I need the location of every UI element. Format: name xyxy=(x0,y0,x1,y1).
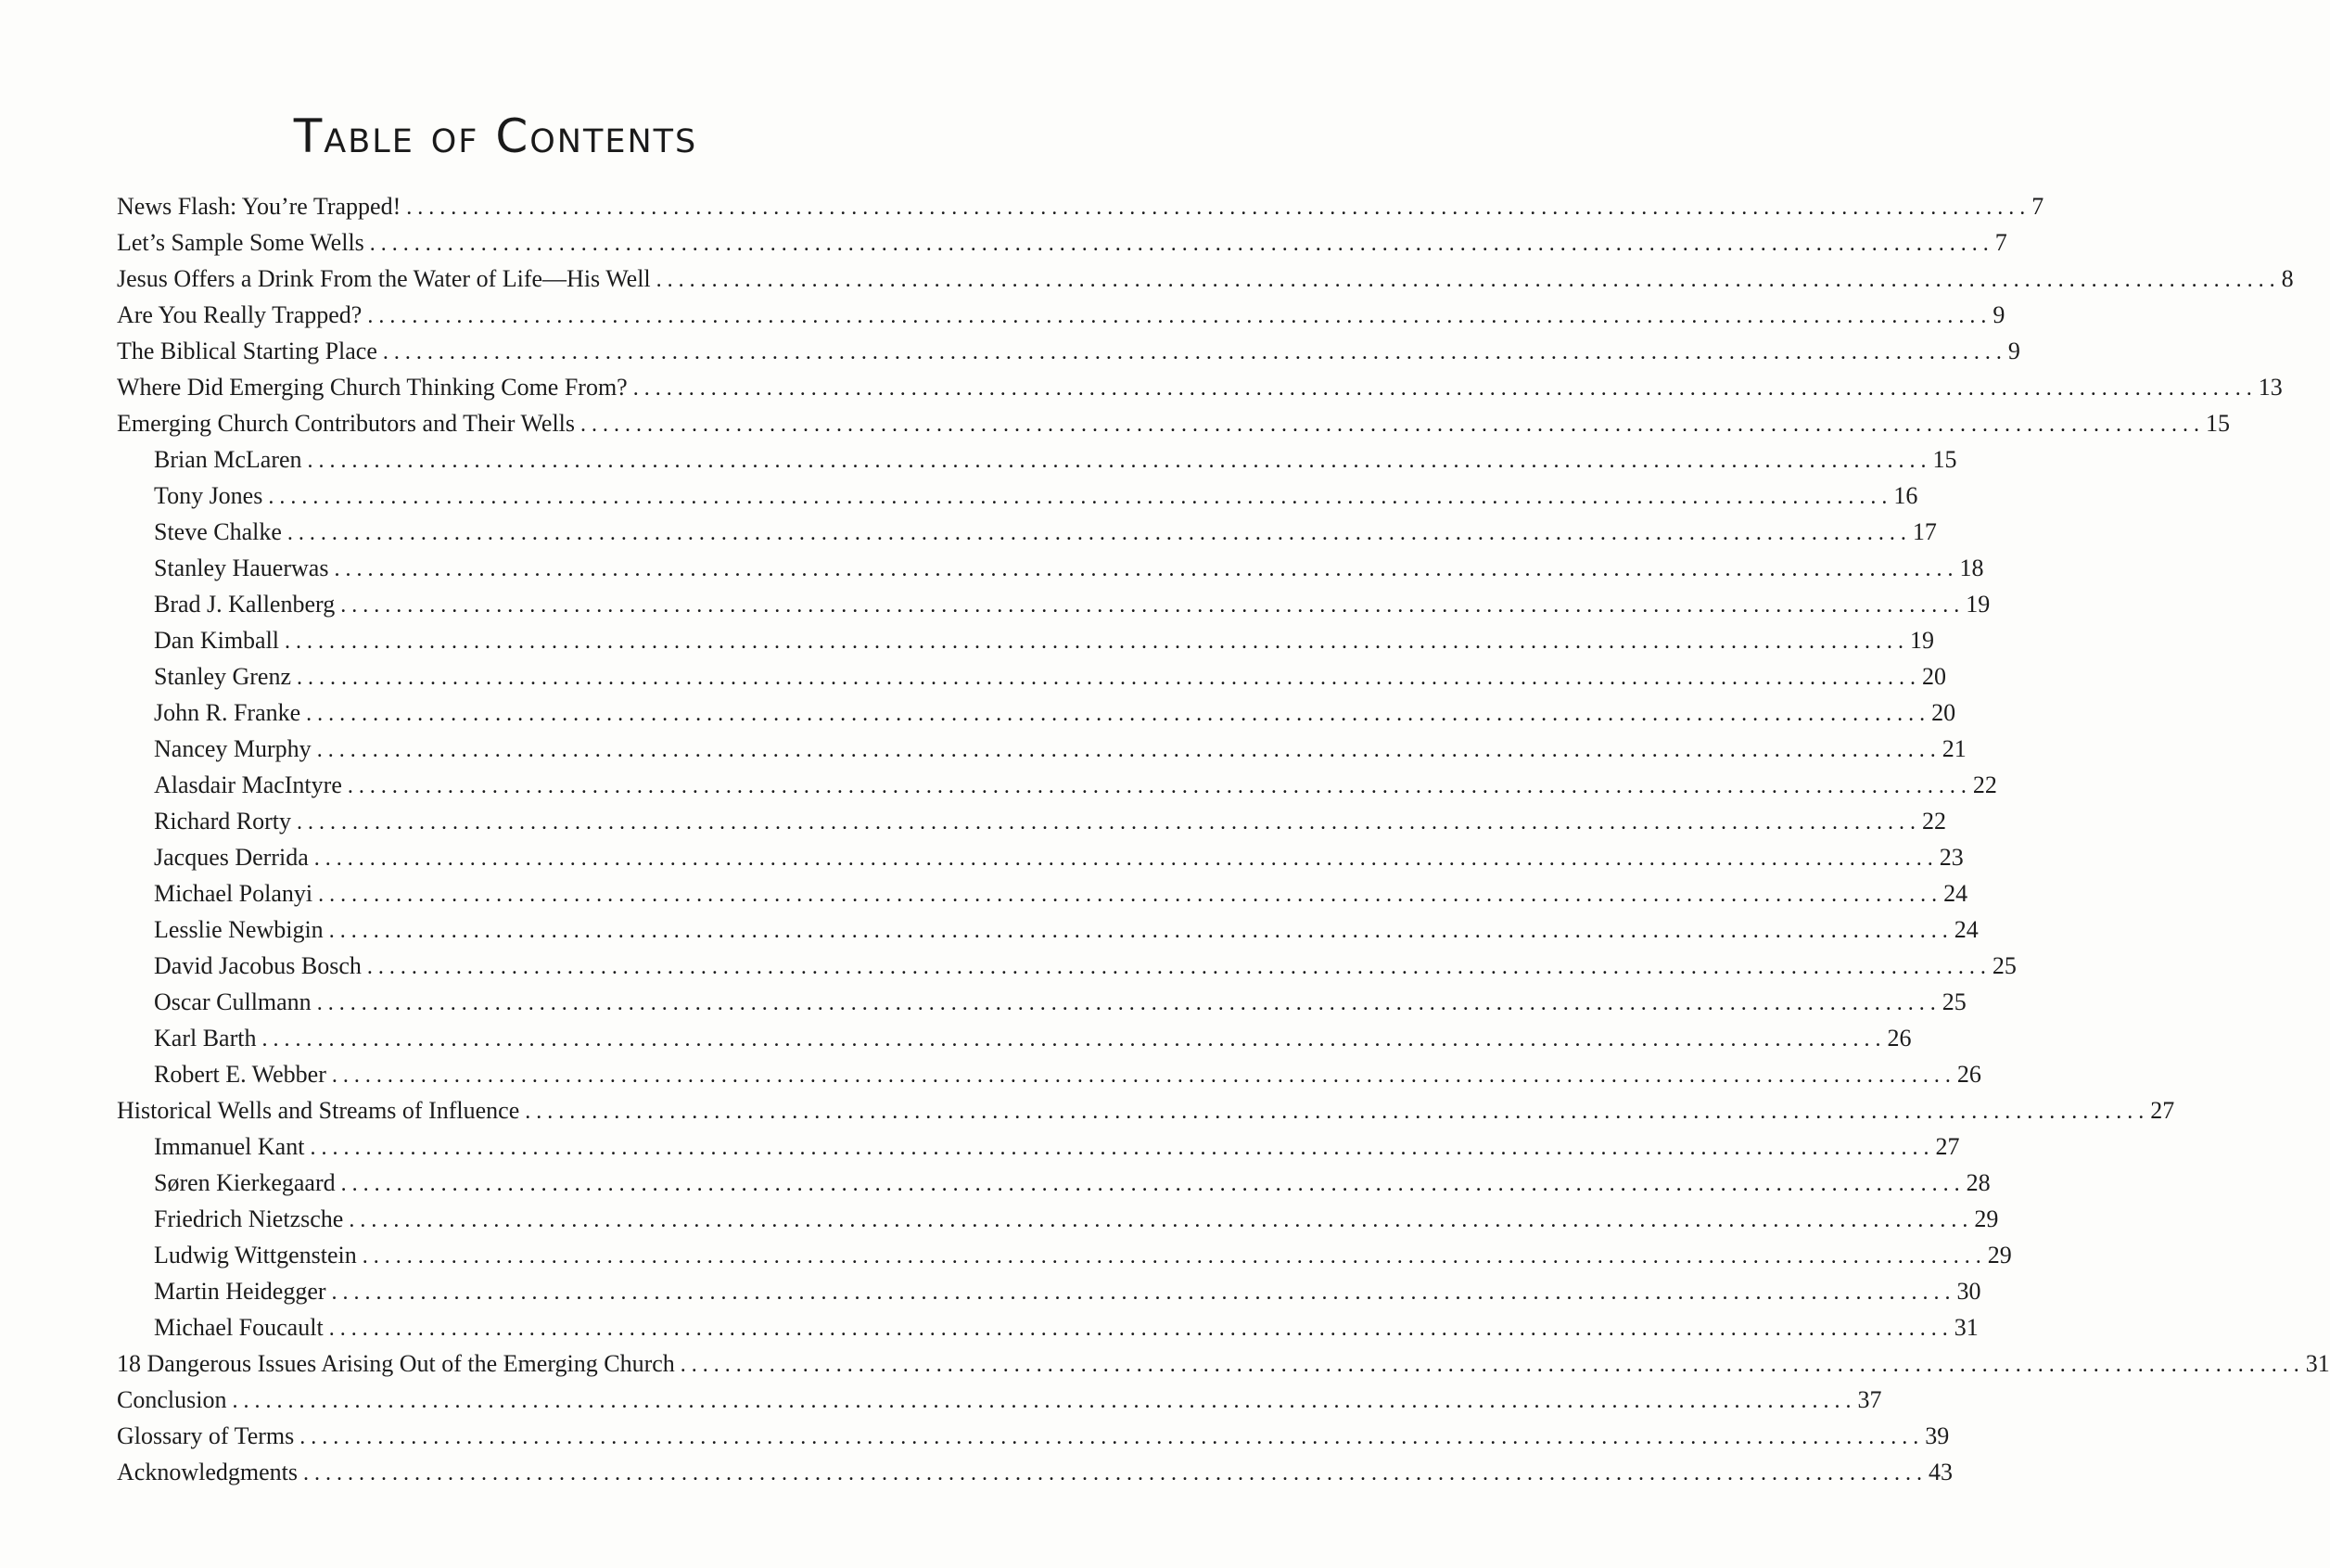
toc-entry xyxy=(117,441,1957,478)
toc-page-number: 26 xyxy=(1956,1061,1981,1088)
toc-entry-title: Robert E. Webber xyxy=(154,1061,326,1088)
dot-leader: .................................................................................................................................................. xyxy=(334,557,1959,581)
toc-entry xyxy=(117,1056,1981,1092)
dot-leader: .................................................................................................................................................. xyxy=(525,1100,2150,1124)
toc-page-number: 17 xyxy=(1912,518,1937,545)
toc-page-number: 16 xyxy=(1893,482,1918,509)
toc-entry xyxy=(117,405,2231,441)
toc-entry xyxy=(117,1092,2175,1128)
dot-leader: .................................................................................................................................................. xyxy=(680,1353,2305,1377)
toc-entry-title: News Flash: You’re Trapped! xyxy=(117,193,401,220)
toc-page-number: 8 xyxy=(2281,265,2294,292)
toc-entry-title: Martin Heidegger xyxy=(154,1278,326,1305)
toc-page-number: 31 xyxy=(2305,1350,2330,1377)
dot-leader: .................................................................................................................................................. xyxy=(316,991,1942,1015)
toc-entry xyxy=(117,767,1997,803)
toc-entry xyxy=(117,658,1947,695)
toc-page-number: 26 xyxy=(1887,1025,1912,1052)
dot-leader: .................................................................................................................................................. xyxy=(306,702,1931,726)
toc-entry xyxy=(117,1165,1991,1201)
dot-leader: .................................................................................................................................................. xyxy=(297,666,1922,690)
toc-entry-title: Dan Kimball xyxy=(154,627,280,654)
toc-entry xyxy=(117,622,1935,658)
toc-entry-title: Søren Kierkegaard xyxy=(154,1169,336,1196)
toc-page-number: 15 xyxy=(2206,410,2231,437)
toc-page-number: 29 xyxy=(1974,1205,1999,1232)
toc-page-number: 25 xyxy=(1942,988,1967,1015)
toc-page-number: 37 xyxy=(1857,1386,1882,1413)
toc-entry xyxy=(117,224,2007,261)
toc-page-number: 29 xyxy=(1987,1242,2012,1268)
dot-leader: .................................................................................................................................................. xyxy=(318,883,1943,907)
toc-entry-title: Glossary of Terms xyxy=(117,1422,295,1449)
toc-entry-title: Stanley Grenz xyxy=(154,663,292,690)
dot-leader: .................................................................................................................................................. xyxy=(316,738,1942,762)
toc-page-number: 24 xyxy=(1954,916,1979,943)
toc-entry-title: David Jacobus Bosch xyxy=(154,952,362,979)
toc-page-number: 31 xyxy=(1954,1314,1979,1341)
toc-entry-title: Oscar Cullmann xyxy=(154,988,312,1015)
toc-page-number: 20 xyxy=(1931,699,1956,726)
toc-page-number: 18 xyxy=(1959,555,1984,581)
dot-leader: .................................................................................................................................................. xyxy=(285,630,1910,654)
toc-entry-title: Alasdair MacIntyre xyxy=(154,771,342,798)
dot-leader: .................................................................................................................................................. xyxy=(307,449,1932,473)
toc-entry xyxy=(117,1382,1882,1418)
toc-page-number: 13 xyxy=(2258,374,2283,401)
toc-entry xyxy=(117,1273,1981,1309)
dot-leader: .................................................................................................................................................. xyxy=(406,196,2031,220)
dot-leader: .................................................................................................................................................. xyxy=(302,1461,1928,1485)
page-title: Table of Contents xyxy=(293,109,698,163)
toc-entry xyxy=(117,333,2020,369)
toc-entry-title: Ludwig Wittgenstein xyxy=(154,1242,357,1268)
toc-page-number: 27 xyxy=(1935,1133,1960,1160)
toc-entry-title: Jacques Derrida xyxy=(154,844,309,871)
toc-entry-title: The Biblical Starting Place xyxy=(117,338,377,364)
toc-page-number: 19 xyxy=(1910,627,1935,654)
dot-leader: .................................................................................................................................................. xyxy=(328,1317,1954,1341)
toc-entry-title: Richard Rorty xyxy=(154,808,292,835)
toc-entry-title: Jesus Offers a Drink From the Water of Life—His Well xyxy=(117,265,651,292)
toc-entry xyxy=(117,369,2283,405)
toc-entry xyxy=(117,188,2044,224)
toc-page-number: 23 xyxy=(1939,844,1964,871)
dot-leader: .................................................................................................................................................. xyxy=(347,774,1972,798)
toc-entry-title: Friedrich Nietzsche xyxy=(154,1205,344,1232)
toc-entry-title: Brian McLaren xyxy=(154,446,302,473)
toc-entry-title: Immanuel Kant xyxy=(154,1133,305,1160)
toc-entry-title: Emerging Church Contributors and Their Wells xyxy=(117,410,576,437)
toc-entry xyxy=(117,1201,1999,1237)
toc-entry xyxy=(117,1020,1912,1056)
toc-page-number: 43 xyxy=(1928,1459,1953,1485)
dot-leader: .................................................................................................................................................. xyxy=(299,1425,1925,1449)
dot-leader: .................................................................................................................................................. xyxy=(313,847,1939,871)
dot-leader: .................................................................................................................................................. xyxy=(366,955,1992,979)
toc-entry-title: Karl Barth xyxy=(154,1025,257,1052)
dot-leader: .................................................................................................................................................. xyxy=(369,232,1994,256)
toc-page-number: 9 xyxy=(1993,301,2005,328)
dot-leader: .................................................................................................................................................. xyxy=(297,810,1922,835)
dot-leader: .................................................................................................................................................. xyxy=(286,521,1912,545)
toc-entry xyxy=(117,514,1937,550)
toc-page-number: 25 xyxy=(1992,952,2017,979)
dot-leader: .................................................................................................................................................. xyxy=(340,1172,1966,1196)
toc-entry-title: Brad J. Kallenberg xyxy=(154,591,336,618)
toc-entry-title: Acknowledgments xyxy=(117,1459,298,1485)
toc-entry xyxy=(117,550,1984,586)
toc-entry xyxy=(117,984,1967,1020)
dot-leader: .................................................................................................................................................. xyxy=(656,268,2281,292)
toc-entry-title: Conclusion xyxy=(117,1386,227,1413)
toc-entry xyxy=(117,478,1918,514)
dot-leader: .................................................................................................................................................. xyxy=(382,340,2007,364)
toc-entry xyxy=(117,1454,1953,1490)
toc-entry xyxy=(117,948,2017,984)
dot-leader: .................................................................................................................................................. xyxy=(349,1208,1974,1232)
toc-entry-title: Lesslie Newbigin xyxy=(154,916,324,943)
dot-leader: .................................................................................................................................................. xyxy=(331,1281,1956,1305)
toc-page-number: 20 xyxy=(1922,663,1947,690)
toc-page-number: 7 xyxy=(1994,229,2007,256)
toc-entry xyxy=(117,1309,1979,1345)
toc-page-number: 24 xyxy=(1943,880,1968,907)
dot-leader: .................................................................................................................................................. xyxy=(261,1027,1887,1052)
toc-entry xyxy=(117,731,1967,767)
toc-entry-title: John R. Franke xyxy=(154,699,301,726)
dot-leader: .................................................................................................................................................. xyxy=(340,593,1966,618)
toc-page-number: 7 xyxy=(2031,193,2044,220)
toc-entry xyxy=(117,586,1991,622)
toc-page-number: 19 xyxy=(1966,591,1991,618)
dot-leader: .................................................................................................................................................. xyxy=(268,485,1893,509)
toc-entry xyxy=(117,911,1979,948)
toc-entry xyxy=(117,875,1968,911)
toc-page-number: 27 xyxy=(2150,1097,2175,1124)
toc-entry-title: Are You Really Trapped? xyxy=(117,301,363,328)
toc-entry xyxy=(117,839,1964,875)
toc-entry xyxy=(117,297,2005,333)
toc-entry xyxy=(117,1345,2330,1382)
toc-entry xyxy=(117,1128,1960,1165)
dot-leader: .................................................................................................................................................. xyxy=(367,304,1993,328)
toc-entry-title: Stanley Hauerwas xyxy=(154,555,329,581)
toc-entry-title: Let’s Sample Some Wells xyxy=(117,229,364,256)
dot-leader: .................................................................................................................................................. xyxy=(331,1064,1956,1088)
dot-leader: .................................................................................................................................................. xyxy=(310,1136,1935,1160)
dot-leader: .................................................................................................................................................. xyxy=(328,919,1954,943)
toc-entry-title: Steve Chalke xyxy=(154,518,282,545)
toc-page-number: 22 xyxy=(1972,771,1997,798)
toc-entry xyxy=(117,261,2294,297)
toc-page-number: 22 xyxy=(1922,808,1947,835)
toc-entry-title: Where Did Emerging Church Thinking Come From? xyxy=(117,374,628,401)
toc-page-number: 9 xyxy=(2007,338,2020,364)
toc-entry xyxy=(117,695,1956,731)
toc-entry-title: 18 Dangerous Issues Arising Out of the Emerging Church xyxy=(117,1350,675,1377)
dot-leader: .................................................................................................................................................. xyxy=(632,376,2258,401)
toc-page-number: 30 xyxy=(1956,1278,1981,1305)
toc-page-number: 21 xyxy=(1942,735,1967,762)
toc-entry xyxy=(117,1418,1950,1454)
toc-entry xyxy=(117,1237,2012,1273)
toc-entry-title: Michael Polanyi xyxy=(154,880,313,907)
toc-entry-title: Michael Foucault xyxy=(154,1314,324,1341)
toc-page-number: 28 xyxy=(1966,1169,1991,1196)
toc-entry xyxy=(117,803,1947,839)
toc-list xyxy=(117,188,2330,1490)
toc-page-number: 39 xyxy=(1925,1422,1950,1449)
dot-leader: .................................................................................................................................................. xyxy=(232,1389,1857,1413)
dot-leader: .................................................................................................................................................. xyxy=(580,413,2206,437)
dot-leader: .................................................................................................................................................. xyxy=(362,1244,1987,1268)
toc-page-number: 15 xyxy=(1932,446,1957,473)
toc-entry-title: Nancey Murphy xyxy=(154,735,312,762)
toc-entry-title: Historical Wells and Streams of Influence xyxy=(117,1097,520,1124)
toc-entry-title: Tony Jones xyxy=(154,482,263,509)
